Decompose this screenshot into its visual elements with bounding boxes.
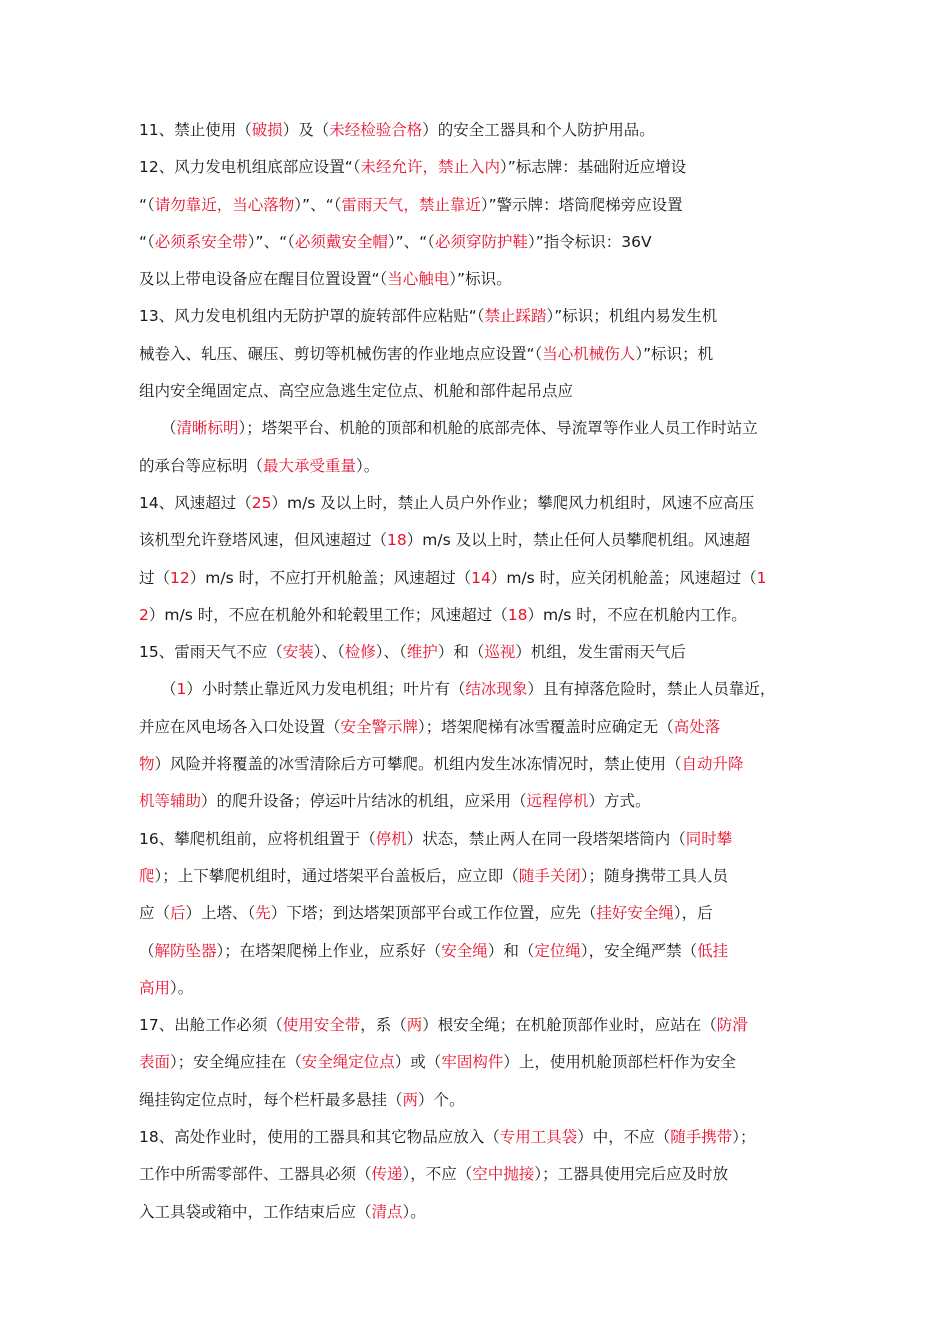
body-text: 械卷入、轧压、碾压、剪切等机械伤害的作业地点应设置“（	[139, 344, 543, 363]
text-line	[139, 597, 830, 634]
text-line	[139, 224, 830, 261]
answer-text: 先	[255, 904, 271, 923]
body-text: 11、禁止使用（	[139, 121, 252, 139]
body-text: 17、出舱工作必须（	[139, 1016, 283, 1035]
body-text: ）”标志牌：基础附近应增设	[500, 158, 687, 177]
answer-text: 清晰标明	[176, 419, 239, 438]
body-text: ）根安全绳；在机舱顶部作业时，应站在（	[422, 1016, 717, 1035]
text-line	[139, 1082, 830, 1119]
body-text: （	[139, 941, 155, 960]
body-text: 过（	[139, 568, 171, 587]
body-text: 13、风力发电机组内无防护罩的旋转部件应粘贴“（	[139, 307, 485, 326]
body-text: ）”标识。	[449, 270, 512, 289]
body-text: ）；随身携带工具人员	[580, 866, 729, 885]
text-line	[139, 373, 830, 410]
answer-text: 禁止踩踏	[484, 307, 547, 326]
answer-text: 安全绳定位点	[301, 1053, 395, 1072]
body-text: 的承台等应标明（	[139, 456, 264, 475]
body-text: ）。	[170, 978, 194, 997]
body-text: ）状态，禁止两人在同一段塔架塔筒内（	[406, 829, 686, 848]
body-text: ）；在塔架爬梯上作业，应系好（	[216, 941, 442, 960]
text-line	[139, 149, 830, 186]
answer-text: 当心机械伤人	[542, 344, 636, 363]
answer-text: 机等辅助	[139, 792, 202, 811]
body-text: ）且有掉落危险时，禁止人员靠近，	[527, 680, 776, 699]
body-text: ）”、“（	[247, 232, 295, 251]
body-text: ）中，不应（	[577, 1128, 671, 1147]
text-line	[139, 1119, 830, 1156]
answer-text: 25	[251, 493, 272, 512]
body-text: 应（	[139, 904, 171, 923]
text-line	[139, 634, 830, 671]
text-line	[139, 783, 830, 820]
answer-text: 防滑	[716, 1016, 748, 1035]
answer-text: 远程停机	[526, 792, 589, 811]
answer-text: 破损	[251, 121, 283, 139]
body-text: “（	[139, 195, 155, 214]
answer-text: 停机	[375, 829, 407, 848]
body-text: ）上，使用机舱顶部栏杆作为安全	[503, 1053, 736, 1072]
body-text: 入工具袋或箱中，工作结束后应（	[139, 1202, 372, 1221]
body-text: ）”、“（	[294, 195, 342, 214]
answer-text: 爬	[139, 866, 155, 885]
text-line	[139, 671, 830, 708]
text-line	[139, 410, 830, 447]
answer-text: 表面	[139, 1053, 171, 1072]
body-text: ）及（	[282, 121, 330, 139]
body-text: 绳挂钩定位点时，每个栏杆最多悬挂（	[139, 1090, 403, 1109]
answer-text: 结冰现象	[465, 680, 528, 699]
text-line	[139, 187, 830, 224]
body-text: ）上塔、（	[185, 904, 256, 923]
body-text: ）小时禁止靠近风力发电机组；叶片有（	[186, 680, 466, 699]
answer-text: 当心触电	[387, 270, 450, 289]
body-text: ）”指令标识：36V	[527, 232, 652, 251]
text-line	[139, 1194, 830, 1231]
body-text: ）m/s 时，不应在机舱外和轮毂里工作；风速超过（	[148, 605, 508, 624]
body-text: ）。	[402, 1202, 426, 1221]
answer-text: 同时攀	[685, 829, 733, 848]
body-text: ）m/s 时，不应在机舱内工作。	[527, 605, 747, 624]
body-text: 14、风速超过（	[139, 493, 252, 512]
answer-text: 牢固构件	[441, 1053, 504, 1072]
answer-text: 雷雨天气，禁止靠近	[341, 195, 481, 214]
text-line	[139, 746, 830, 783]
answer-text: 安全警示牌	[340, 717, 419, 736]
answer-text: 最大承受重量	[263, 456, 357, 475]
text-line	[139, 522, 830, 559]
body-text: ）；上下攀爬机组时，通过塔架平台盖板后，应立即（	[154, 866, 519, 885]
body-text: ）；工器具使用完后应及时放	[534, 1165, 729, 1184]
answer-text: 低挂	[697, 941, 729, 960]
answer-text: 必须穿防护鞋	[434, 232, 528, 251]
body-text: 16、攀爬机组前，应将机组置于（	[139, 829, 376, 848]
text-line	[139, 261, 830, 298]
body-text: 并应在风电场各入口处设置（	[139, 717, 341, 736]
answer-text: 18	[387, 531, 407, 550]
body-text: ）、（	[375, 643, 407, 662]
text-line	[139, 298, 830, 335]
body-text: （	[161, 680, 177, 699]
text-line	[139, 560, 830, 597]
answer-text: 两	[402, 1090, 419, 1109]
answer-text: 18	[507, 605, 528, 624]
answer-text: 安全绳	[441, 941, 488, 960]
body-text: ）；安全绳应挂在（	[170, 1053, 302, 1072]
body-text: ）的安全工器具和个人防护用品。	[422, 121, 655, 139]
body-text: ）风险并将覆盖的冰雪清除后方可攀爬。机组内发生冰冻情况时，禁止使用（	[154, 755, 682, 774]
answer-text: 高用	[139, 978, 171, 997]
answer-text: 检修	[344, 643, 376, 662]
text-line	[139, 933, 830, 970]
body-text: ）m/s 时，不应打开机舱盖；风速超过（	[189, 568, 472, 587]
body-text: ）；	[732, 1128, 756, 1147]
answer-text: 解防坠器	[154, 941, 217, 960]
body-text: ）；塔架平台、机舱的顶部和机舱的底部壳体、导流罩等作业人员工作时站立	[238, 419, 758, 438]
body-text: 及以上带电设备应在醒目位置设置“（	[139, 270, 388, 289]
body-text: ）和（	[487, 941, 535, 960]
answer-text: 巡视	[484, 643, 516, 662]
text-line	[139, 336, 830, 373]
body-text: ）”标识；机组内易发生机	[546, 307, 718, 326]
answer-text: 1	[176, 680, 187, 699]
body-text: ）”、“（	[387, 232, 435, 251]
answer-text: 物	[139, 755, 155, 774]
answer-text: 空中抛接	[472, 1165, 535, 1184]
answer-text: 挂好安全绳	[596, 904, 674, 923]
body-text: ，系（	[360, 1016, 407, 1035]
document-body	[139, 112, 830, 1231]
body-text: ）个。	[418, 1090, 465, 1109]
body-text: 工作中所需零部件、工器具必须（	[139, 1165, 372, 1184]
answer-text: 安装	[282, 643, 314, 662]
body-text: 15、雷雨天气不应（	[139, 643, 283, 662]
body-text: “（	[139, 232, 155, 251]
body-text: ）和（	[437, 643, 485, 662]
body-text: ）；塔架爬梯有冰雪覆盖时应确定无（	[418, 717, 674, 736]
body-text: ）的爬升设备；停运叶片结冰的机组，应采用（	[201, 792, 527, 811]
body-text: 18、高处作业时，使用的工器具和其它物品应放入（	[139, 1128, 500, 1147]
body-text: ）。	[356, 456, 380, 475]
body-text: 12、风力发电机组底部应设置“（	[139, 158, 361, 177]
body-text: ）”标识；机	[635, 344, 714, 363]
answer-text: 随手关闭	[518, 866, 581, 885]
text-line	[139, 970, 830, 1007]
answer-text: 高处落	[673, 717, 721, 736]
text-line	[139, 1044, 830, 1081]
answer-text: 两	[406, 1016, 423, 1035]
text-line	[139, 485, 830, 522]
text-line	[139, 1156, 830, 1193]
text-line	[139, 1007, 830, 1044]
answer-text: 14	[471, 568, 491, 587]
answer-text: 2	[139, 605, 149, 624]
body-text: 该机型允许登塔风速，但风速超过（	[139, 531, 388, 550]
answer-text: 必须系安全带	[154, 232, 248, 251]
answer-text: 专用工具袋	[499, 1128, 578, 1147]
text-line	[139, 112, 830, 149]
answer-text: 维护	[406, 643, 438, 662]
body-text: ）m/s 时，应关闭机舱盖；风速超过（	[490, 568, 757, 587]
body-text: ）m/s 及以上时，禁止任何人员攀爬机组。风速超	[406, 531, 751, 550]
answer-text: 随手携带	[670, 1128, 733, 1147]
body-text: ）、（	[313, 643, 345, 662]
answer-text: 自动升降	[681, 755, 744, 774]
answer-text: 必须戴安全帽	[294, 232, 388, 251]
body-text: ），安全绳严禁（	[580, 941, 698, 960]
answer-text: 12	[170, 568, 190, 587]
body-text: ）下塔；到达塔架顶部平台或工作位置，应先（	[270, 904, 597, 923]
body-text: （	[161, 419, 177, 438]
body-text: ）方式。	[588, 792, 651, 811]
body-text: 组内安全绳固定点、高空应急逃生定位点、机舱和部件起吊点应	[139, 382, 574, 401]
answer-text: 1	[756, 568, 767, 587]
text-line	[139, 858, 830, 895]
body-text: ），后	[673, 904, 713, 923]
text-line	[139, 895, 830, 932]
body-text: ）机组，发生雷雨天气后	[515, 643, 686, 662]
answer-text: 后	[170, 904, 186, 923]
body-text: ）或（	[394, 1053, 442, 1072]
answer-text: 清点	[371, 1202, 403, 1221]
body-text: ）”警示牌：塔筒爬梯旁应设置	[480, 195, 683, 214]
text-line	[139, 709, 830, 746]
body-text: ），不应（	[402, 1165, 473, 1184]
text-line	[139, 448, 830, 485]
answer-text: 使用安全带	[282, 1016, 361, 1035]
answer-text: 传递	[371, 1165, 403, 1184]
answer-text: 未经检验合格	[329, 121, 423, 139]
answer-text: 请勿靠近，当心落物	[154, 195, 295, 214]
body-text: ）m/s 及以上时，禁止人员户外作业；攀爬风力机组时，风速不应高压	[271, 493, 755, 512]
answer-text: 定位绳	[534, 941, 581, 960]
text-line	[139, 821, 830, 858]
answer-text: 未经允许，禁止入内	[360, 158, 501, 177]
